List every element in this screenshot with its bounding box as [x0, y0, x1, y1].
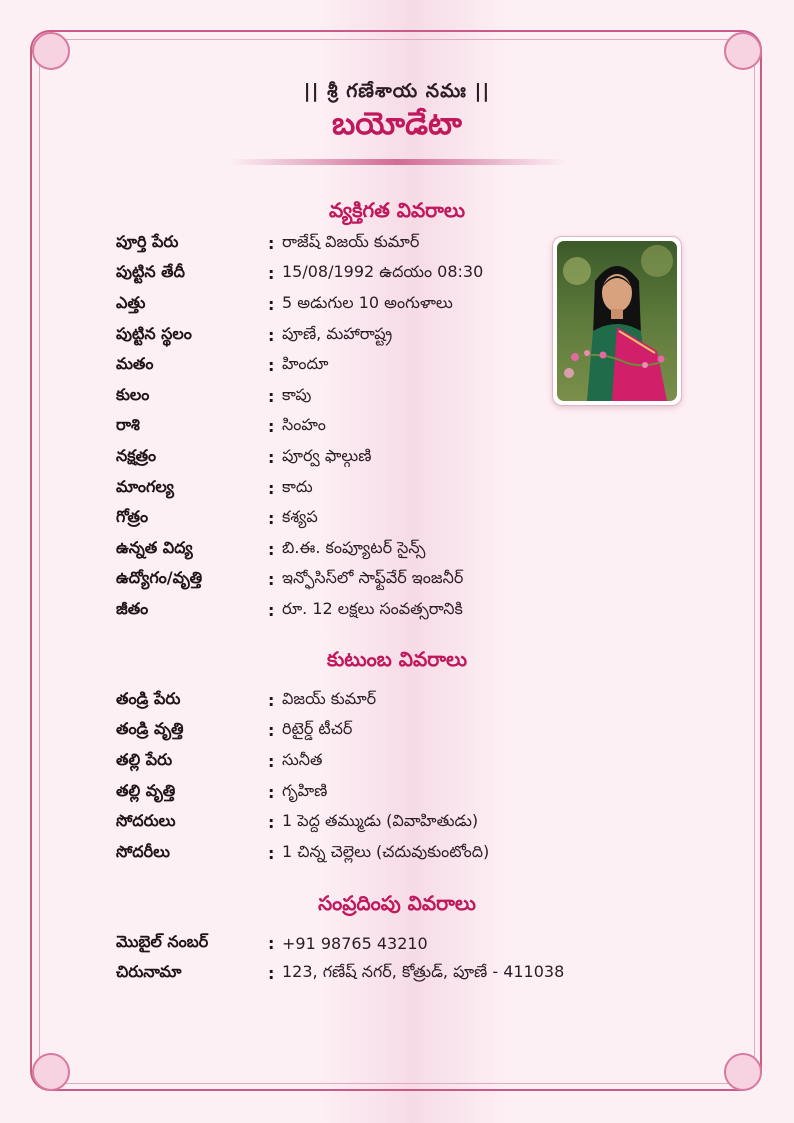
detail-row-nakshatra: [116, 442, 483, 473]
row-label: కులం: [116, 384, 150, 404]
profile-photo: [552, 236, 682, 406]
detail-row-occupation: [116, 565, 483, 596]
detail-row-birth-place: [116, 320, 483, 351]
row-separator: :: [268, 264, 275, 284]
row-label: మాంగల్య: [116, 476, 175, 496]
detail-row-father-occupation: [116, 716, 489, 747]
contact-section-heading: సంప్రదింపు వివరాలు: [318, 891, 476, 915]
title-divider: [228, 159, 566, 165]
row-separator: :: [268, 509, 275, 529]
detail-row-birth-date: [116, 259, 483, 290]
row-value: 123, గణేష్ నగర్, కోత్రుడ్, పూణే - 411038: [282, 962, 565, 982]
row-separator: :: [268, 386, 275, 406]
row-separator: :: [268, 478, 275, 498]
row-value: 1 చిన్న చెల్లెలు (చదువుకుంటోంది): [282, 841, 490, 861]
row-label: తల్లి పేరు: [116, 749, 173, 769]
row-label: మతం: [116, 354, 154, 374]
corner-ornament-bottom-right: [724, 1053, 762, 1091]
row-value: రూ. 12 లక్షలు సంవత్సరానికి: [282, 598, 463, 618]
detail-row-height: [116, 289, 483, 320]
row-separator: :: [268, 325, 275, 345]
row-value: రిటైర్డ్ టీచర్: [282, 719, 353, 739]
row-separator: :: [268, 843, 275, 863]
row-value: +91 98765 43210: [282, 933, 428, 953]
row-label: పుట్టిన స్థలం: [116, 323, 192, 343]
detail-row-caste: [116, 381, 483, 412]
row-value: కశ్యప: [282, 507, 318, 527]
row-separator: :: [268, 721, 275, 741]
row-value: విజయ్ కుమార్: [282, 688, 377, 708]
row-separator: :: [268, 690, 275, 710]
row-label: మొబైల్ నంబర్: [116, 931, 209, 951]
row-label: ఎత్తు: [116, 292, 146, 312]
detail-row-full-name: [116, 228, 483, 259]
row-label: ఉద్యోగం/వృత్తి: [116, 568, 203, 588]
row-separator: :: [268, 539, 275, 559]
corner-ornament-bottom-left: [32, 1053, 70, 1091]
row-label: జీతం: [116, 598, 149, 618]
detail-row-salary: [116, 595, 483, 626]
row-separator: :: [268, 570, 275, 590]
row-separator: :: [268, 751, 275, 771]
row-label: సోదరీలు: [116, 841, 170, 861]
row-value: 1 పెద్ద తమ్ముడు (వివాహితుడు): [282, 811, 479, 831]
detail-row-mother-name: [116, 746, 489, 777]
row-value: సింహం: [282, 415, 326, 435]
row-label: సోదరులు: [116, 811, 176, 831]
row-value: కాదు: [282, 476, 313, 496]
row-label: రాశి: [116, 415, 140, 435]
row-label: ఉన్నత విద్య: [116, 537, 193, 557]
contact-details-list: [116, 928, 564, 989]
row-label: తండ్రి వృత్తి: [116, 719, 184, 739]
row-label: పూర్తి పేరు: [116, 231, 179, 251]
detail-row-sisters: [116, 838, 489, 869]
row-label: పుట్టిన తేదీ: [116, 262, 185, 282]
row-separator: :: [268, 600, 275, 620]
row-label: చిరునామా: [116, 962, 182, 982]
detail-row-brothers: [116, 807, 489, 838]
row-separator: :: [268, 813, 275, 833]
row-value: సునీత: [282, 749, 323, 769]
row-value: ఇన్ఫోసిస్‌లో సాఫ్ట్‌వేర్ ఇంజనీర్: [282, 568, 464, 588]
row-separator: :: [268, 782, 275, 802]
row-separator: :: [268, 447, 275, 467]
row-value: హిందూ: [282, 354, 329, 374]
corner-ornament-top-right: [724, 32, 762, 70]
detail-row-education: [116, 534, 483, 565]
detail-row-rashi: [116, 412, 483, 443]
row-separator: :: [268, 417, 275, 437]
row-separator: :: [268, 964, 275, 984]
invocation-text: || శ్రీ గణేశాయ నమః ||: [303, 80, 491, 102]
personal-details-list: [116, 228, 483, 626]
detail-row-mother-occupation: [116, 777, 489, 808]
detail-row-mobile: [116, 928, 564, 959]
row-value: పూణే, మహారాష్ట్ర: [282, 323, 393, 343]
family-section-heading: కుటుంబ వివరాలు: [326, 647, 468, 671]
corner-ornament-top-left: [32, 32, 70, 70]
row-value: పూర్వ ఫాల్గుణి: [282, 445, 372, 465]
row-value: బి.ఈ. కంప్యూటర్ సైన్స్: [282, 537, 426, 557]
row-value: రాజేష్ విజయ్ కుమార్: [282, 231, 420, 251]
detail-row-address: [116, 959, 564, 990]
row-value: కాపు: [282, 384, 312, 404]
page-title: బయోడేటా: [332, 106, 462, 142]
row-value: 5 అడుగుల 10 అంగుళాలు: [282, 292, 453, 312]
profile-photo-image: [557, 241, 677, 401]
family-details-list: [116, 685, 489, 869]
detail-row-father-name: [116, 685, 489, 716]
row-label: నక్షత్రం: [116, 445, 157, 465]
row-label: తల్లి వృత్తి: [116, 780, 176, 800]
row-separator: :: [268, 933, 275, 953]
detail-row-religion: [116, 350, 483, 381]
detail-row-gotra: [116, 503, 483, 534]
row-value: గృహిణి: [282, 780, 328, 800]
row-separator: :: [268, 356, 275, 376]
row-value: 15/08/1992 ఉదయం 08:30: [282, 262, 484, 282]
personal-section-heading: వ్యక్తిగత వివరాలు: [328, 198, 466, 222]
row-separator: :: [268, 294, 275, 314]
row-separator: :: [268, 233, 275, 253]
row-label: గోత్రం: [116, 507, 149, 527]
row-label: తండ్రి పేరు: [116, 688, 181, 708]
detail-row-manglik: [116, 473, 483, 504]
